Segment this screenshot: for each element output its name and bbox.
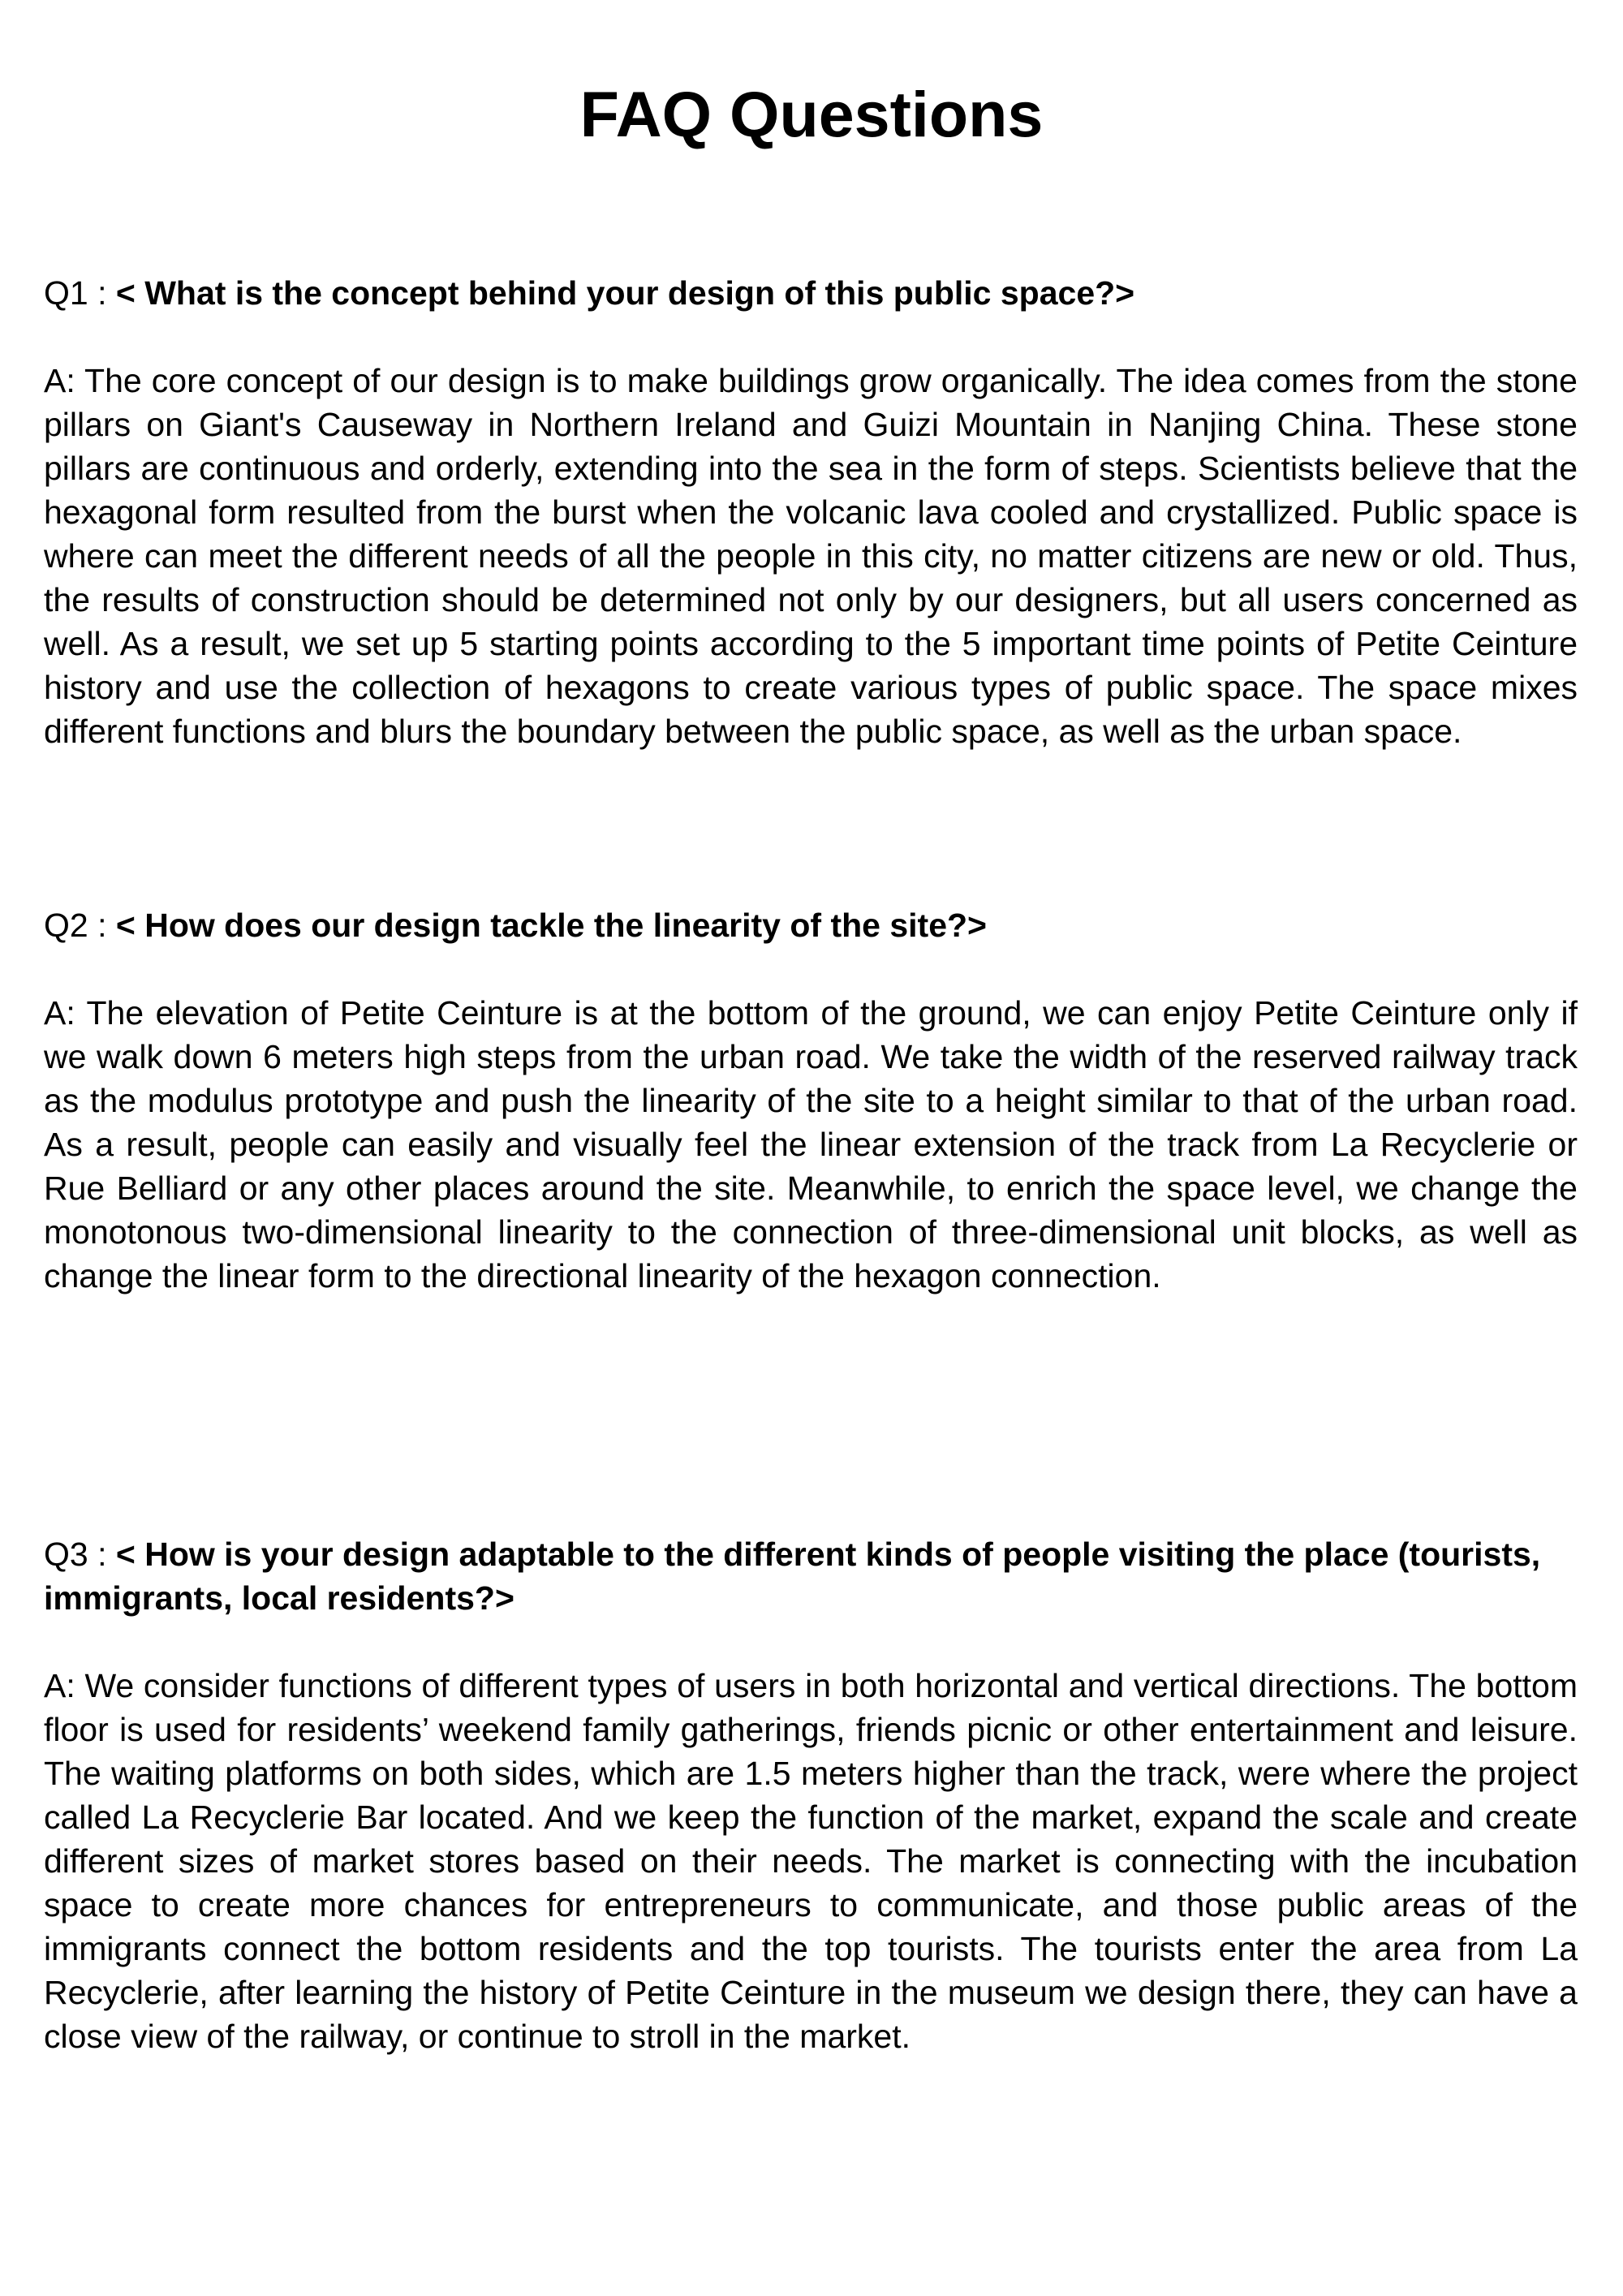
faq-item-3: [44, 1532, 1578, 2058]
faq-question-2: [44, 903, 1578, 947]
faq-answer-1: A: The core concept of our design is to make buildings grow organically. The idea comes from the stone pillars on Giant's Causeway in Northern Ireland and Guizi Mountain in Nanjing China. These stone pillars are continuous and orderly, extending into the sea in the form of steps. Scientists believe that the hexagonal form resulted from the burst when the volcanic lava cooled and crystallized. Public space is where can meet the different needs of all the people in this city, no matter citizens are new or old. Thus, the results of construction should be determined not only by our designers, but all users concerned as well. As a result, we set up 5 starting points according to the 5 important time points of Petite Ceinture history and use the collection of hexagons to create various types of public space. The space mixes different functions and blurs the boundary between the public space, as well as the urban space.: [44, 362, 1578, 750]
faq-answer-3: A: We consider functions of different types of users in both horizontal and vertical directions. The bottom floor is used for residents’ weekend family gatherings, friends picnic or other entertainment and leisure. The waiting platforms on both sides, which are 1.5 meters higher than the track, were where the project called La Recyclerie Bar located. And we keep the function of the market, expand the scale and create different sizes of market stores based on their needs. The market is connecting with the incubation space to create more chances for entrepreneurs to communicate, and those public areas of the immigrants connect the bottom residents and the top tourists. The tourists enter the area from La Recyclerie, after learning the history of Petite Ceinture in the museum we design there, they can have a close view of the railway, or continue to stroll in the market.: [44, 1667, 1578, 2055]
question-label: Q1 :: [44, 274, 107, 312]
question-text: < How is your design adaptable to the different kinds of people visiting the place (tourists, immigrants, local residents?>: [44, 1536, 1541, 1617]
faq-question-1: [44, 271, 1578, 315]
question-text: < What is the concept behind your design of this public space?>: [115, 274, 1135, 312]
question-label: Q3 :: [44, 1536, 107, 1573]
faq-answer-2: A: The elevation of Petite Ceinture is at the bottom of the ground, we can enjoy Petite Ceinture only if we walk down 6 meters high steps from the urban road. We take the width of the reserved railway track as the modulus prototype and push the linearity of the site to a height similar to that of the urban road. As a result, people can easily and visually feel the linear extension of the track from La Recyclerie or Rue Belliard or any other places around the site. Meanwhile, to enrich the space level, we change the monotonous two-dimensional linearity to the connection of three-dimensional unit blocks, as well as change the linear form to the directional linearity of the hexagon connection.: [44, 994, 1578, 1294]
question-text: < How does our design tackle the linearity of the site?>: [115, 907, 987, 944]
faq-item-1: [44, 271, 1578, 753]
page-title: FAQ Questions: [579, 78, 1044, 150]
faq-item-2: [44, 903, 1578, 1298]
faq-question-3: [44, 1532, 1578, 1620]
question-label: Q2 :: [44, 907, 107, 944]
